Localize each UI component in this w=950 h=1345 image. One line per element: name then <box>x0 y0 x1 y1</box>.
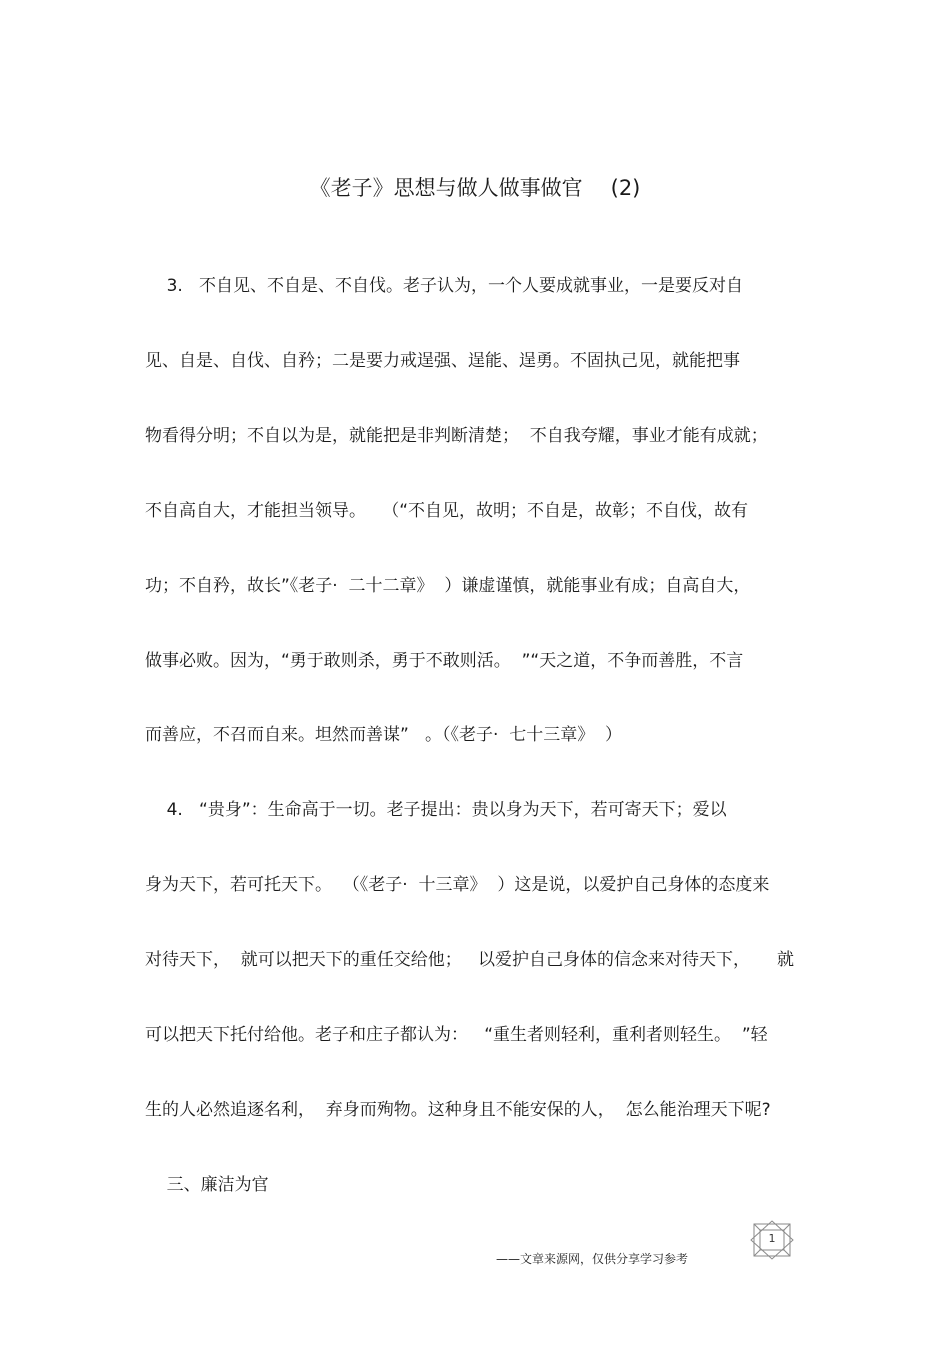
body-line: 3. 不自见、不自是、不自伐。老子认为，一个人要成就事业，一是要反对自 <box>145 276 744 296</box>
body-line: 而善应，不召而自来。坦然而善谋” 。（《老子· 七十三章》 ） <box>145 725 623 745</box>
body-line: 可以把天下托付给他。老子和庄子都认为： “重生者则轻利，重利者则轻生。 ”轻 <box>145 1025 768 1045</box>
title-text: 《老子》思想与做人做事做官 <box>309 176 583 200</box>
footer-source-note: ——文章来源网，仅供分享学习参考 <box>496 1252 689 1266</box>
body-line: 4. “贵身”：生命高于一切。老子提出：贵以身为天下，若可寄天下；爱以 <box>145 800 727 820</box>
title-number: (2) <box>610 176 641 200</box>
body-line: 物看得分明；不自以为是，就能把是非判断清楚； 不自我夸耀，事业才能有成就； <box>145 426 768 446</box>
page-number: 1 <box>768 1232 776 1245</box>
body-line: 生的人必然追逐名利， 弃身而殉物。这种身且不能安保的人， 怎么能治理天下呢? <box>145 1100 771 1120</box>
body-line: 不自高自大，才能担当领导。 （“不自见，故明；不自是，故彰；不自伐，故有 <box>145 501 749 521</box>
body-line: 身为天下，若可托天下。 （《老子· 十三章》 ）这是说，以爱护自己身体的态度来 <box>145 875 770 895</box>
body-line: 功；不自矜，故长”《老子· 二十二章》 ）谦虚谨慎，就能事业有成；自高自大， <box>145 576 751 596</box>
document-title <box>0 172 950 204</box>
body-line: 见、自是、自伐、自矜；二是要力戒逞强、逞能、逞勇。不固执己见，就能把事 <box>145 351 740 371</box>
page-badge <box>748 1220 796 1260</box>
body-line: 做事必败。因为，“勇于敢则杀，勇于不敢则活。 ”“天之道，不争而善胜，不言 <box>145 651 744 671</box>
body-line: 对待天下， 就可以把天下的重任交给他； 以爱护自己身体的信念来对待天下， 就 <box>145 950 795 970</box>
section-heading: 三、廉洁为官 <box>145 1175 269 1195</box>
